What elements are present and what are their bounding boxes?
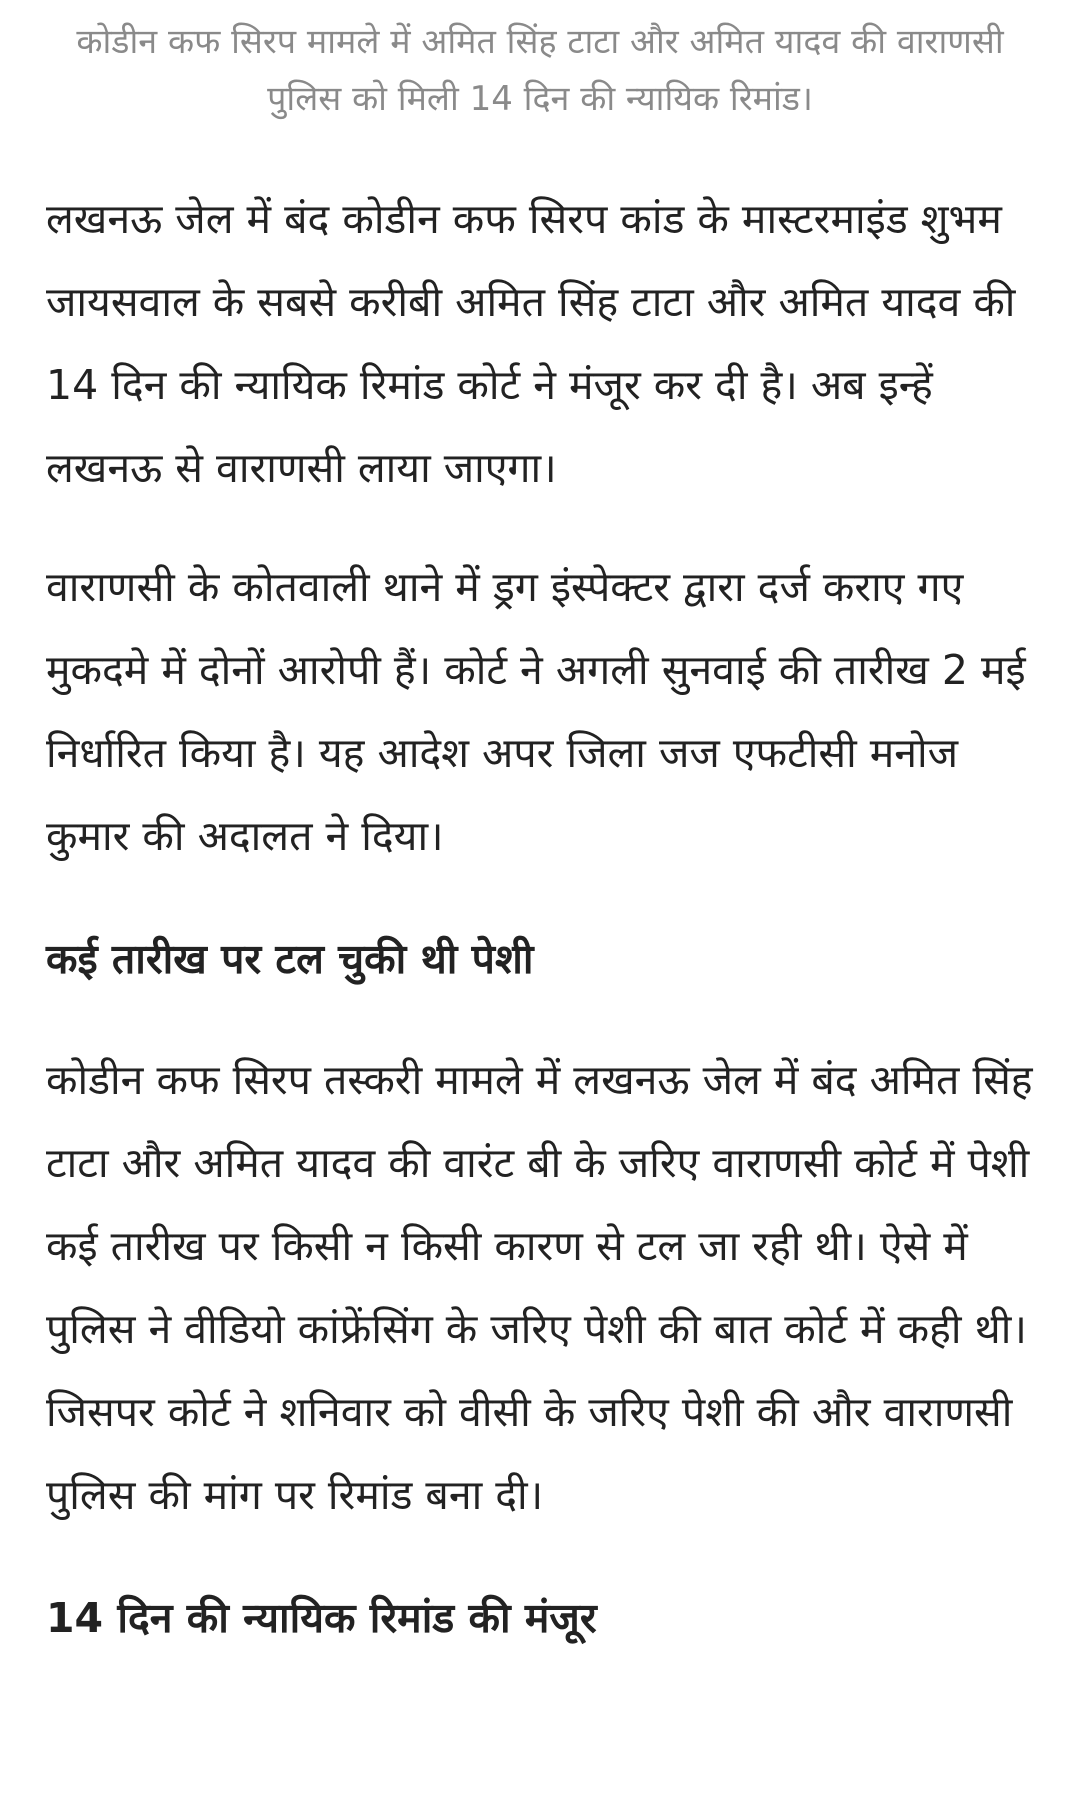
article-paragraph-1: लखनऊ जेल में बंद कोडीन कफ सिरप कांड के मास्टरमाइंड शुभम जायसवाल के सबसे करीबी अमित सिंह टाटा और अमित यादव की 14 दिन की न्यायिक रिमांड कोर्ट ने मंजूर कर दी है। अब इन्हें लखनऊ से वाराणसी लाया जाएगा।: [46, 195, 1016, 492]
subheading-remand-approved: 14 दिन की न्यायिक रिमांड की मंजूर: [46, 1594, 597, 1642]
image-caption: कोडीन कफ सिरप मामले में अमित सिंह टाटा और अमित यादव की वाराणसी पुलिस को मिली 14 दिन की न्यायिक रिमांड।: [76, 22, 1004, 119]
article-paragraph-2: वाराणसी के कोतवाली थाने में ड्रग इंस्पेक्टर द्वारा दर्ज कराए गए मुकदमे में दोनों आरोपी हैं। कोर्ट ने अगली सुनवाई की तारीख 2 मई निर्धारित किया है। यह आदेश अपर जिला जज एफटीसी मनोज कुमार की अदालत ने दिया।: [46, 563, 1026, 860]
subheading-hearing-postponed: कई तारीख पर टल चुकी थी पेशी: [46, 935, 534, 983]
article-paragraph-3: कोडीन कफ सिरप तस्करी मामले में लखनऊ जेल में बंद अमित सिंह टाटा और अमित यादव की वारंट बी के जरिए वाराणसी कोर्ट में पेशी कई तारीख पर किसी न किसी कारण से टल जा रही थी। ऐसे में पुलिस ने वीडियो कांफ्रेंसिंग के जरिए पेशी की बात कोर्ट में कही थी। जिसपर कोर्ट ने शनिवार को वीसी के जरिए पेशी की और वाराणसी पुलिस की मांग पर रिमांड बना दी।: [46, 1056, 1033, 1519]
